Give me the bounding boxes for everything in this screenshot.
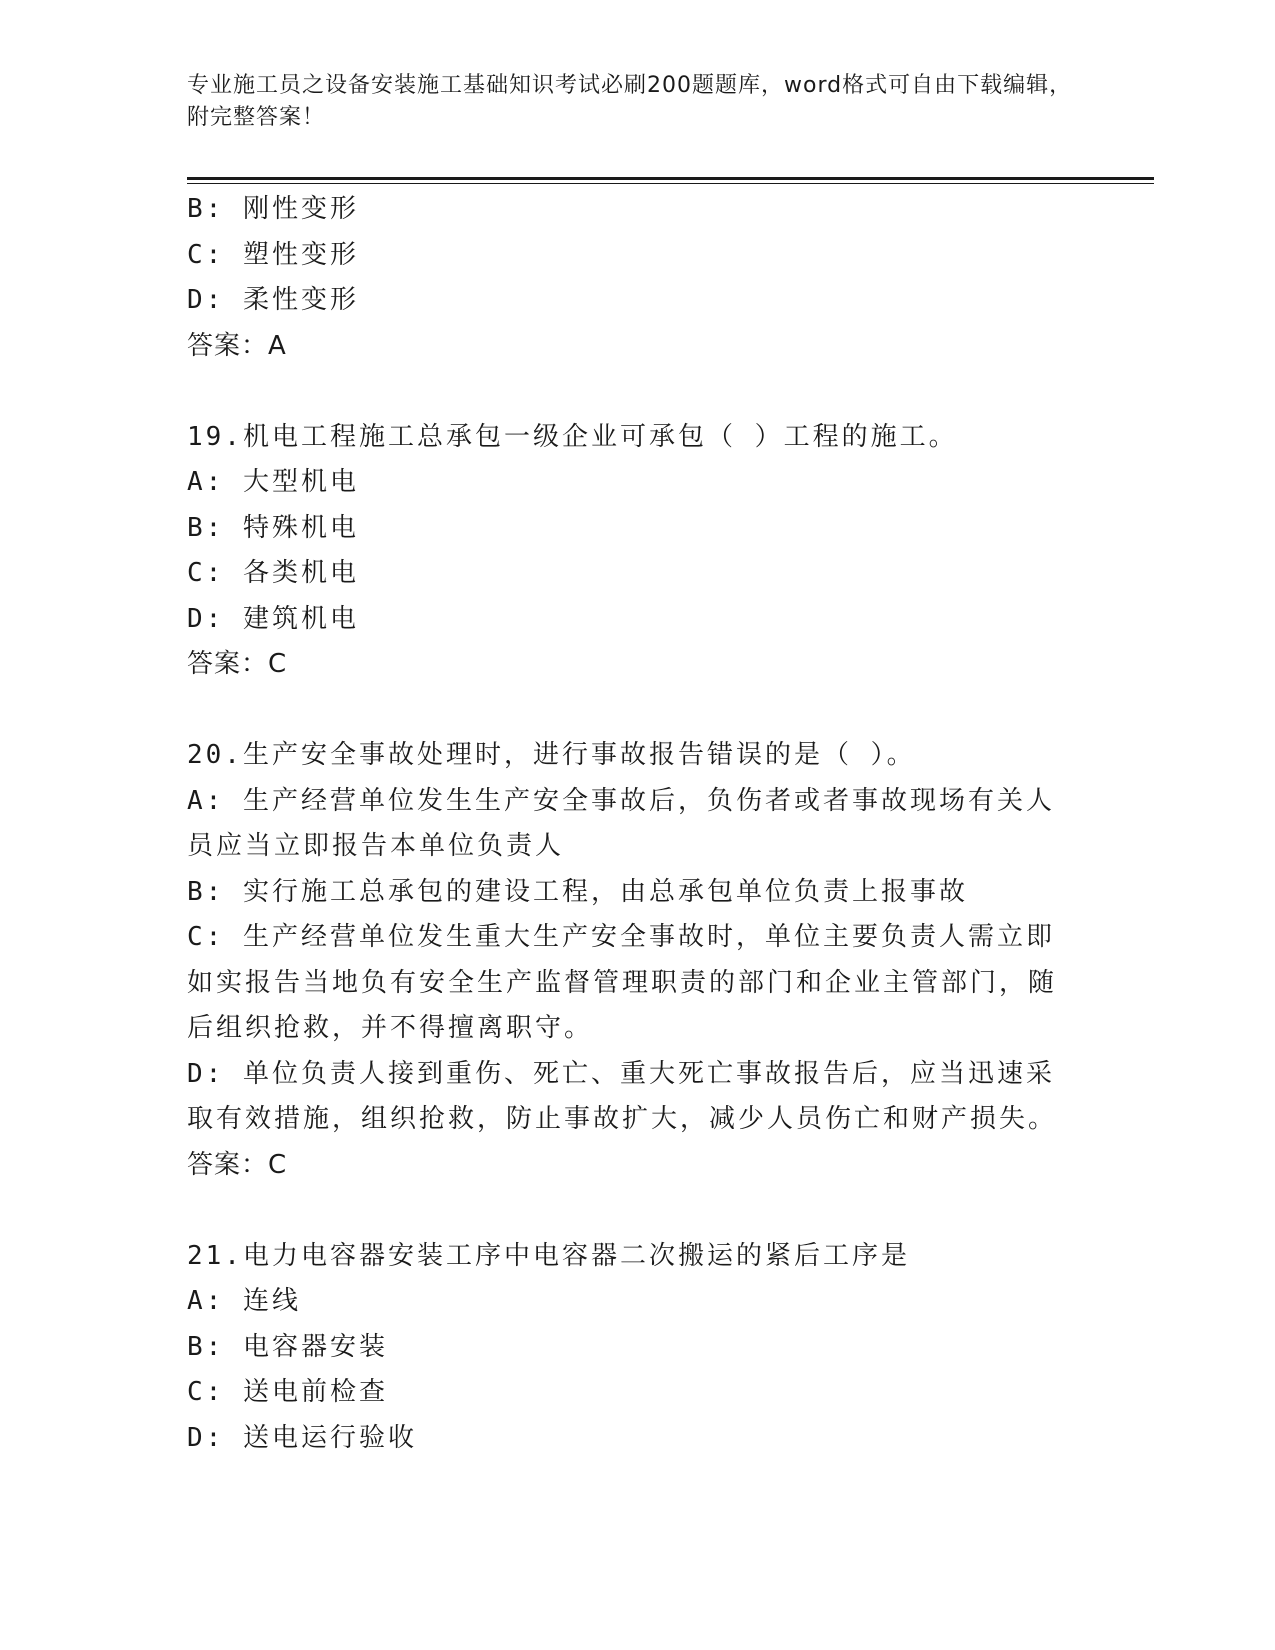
option-b: B: 特殊机电	[187, 512, 359, 543]
option-b: B: 电容器安装	[187, 1331, 388, 1362]
question-19	[187, 415, 1087, 688]
question-18	[187, 187, 1087, 369]
document-body	[187, 187, 1087, 1461]
answer: 答案：A	[187, 330, 287, 361]
option-a: A: 大型机电	[187, 467, 359, 497]
answer: 答案：C	[187, 649, 288, 679]
option-d: D: 柔性变形	[187, 285, 359, 315]
option-d: D: 送电运行验收	[187, 1422, 417, 1453]
question-text: 20.生产安全事故处理时，进行事故报告错误的是（ ）。	[187, 740, 916, 770]
option-c: C: 送电前检查	[187, 1377, 388, 1407]
option-d: D: 建筑机电	[187, 603, 359, 634]
option-a: A: 生产经营单位发生生产安全事故后，负伤者或者事故现场有关人员应当立即报告本单位负责人	[187, 785, 1055, 861]
option-c: C: 塑性变形	[187, 239, 359, 270]
question-21	[187, 1234, 1087, 1462]
answer: 答案：C	[187, 1149, 288, 1180]
option-a: A: 连线	[187, 1286, 301, 1316]
question-20	[187, 733, 1087, 1188]
header-rule-thick	[187, 177, 1154, 180]
header-rule-thin	[187, 183, 1154, 184]
option-c: C: 各类机电	[187, 558, 359, 588]
question-text: 19.机电工程施工总承包一级企业可承包（ ）工程的施工。	[187, 421, 958, 452]
question-text: 21.电力电容器安装工序中电容器二次搬运的紧后工序是	[187, 1240, 910, 1271]
option-b: B: 实行施工总承包的建设工程，由总承包单位负责上报事故	[187, 876, 968, 907]
option-b: B: 刚性变形	[187, 194, 359, 224]
option-c: C: 生产经营单位发生重大生产安全事故时，单位主要负责人需立即如实报告当地负有安全生产监督管理职责的部门和企业主管部门，随后组织抢救，并不得擅离职守。	[187, 922, 1058, 1043]
document-header: 专业施工员之设备安装施工基础知识考试必刷200题题库，word格式可自由下载编辑，附完整答案！	[187, 73, 1073, 130]
option-d: D: 单位负责人接到重伤、死亡、重大死亡事故报告后，应当迅速采取有效措施，组织抢救，防止事故扩大，减少人员伤亡和财产损失。	[187, 1058, 1058, 1134]
